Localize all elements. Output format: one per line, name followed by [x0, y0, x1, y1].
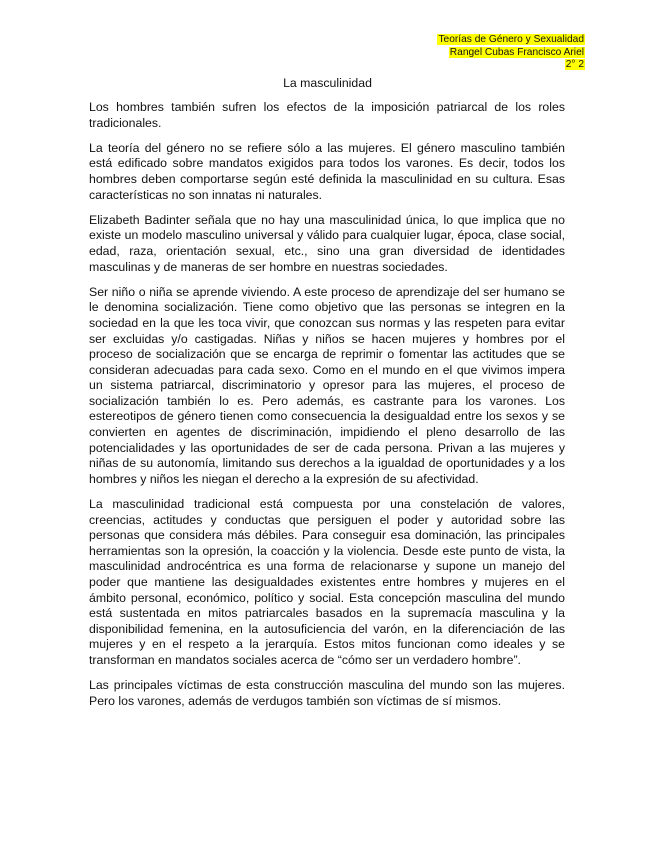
header-group-text: 2° 2: [565, 59, 584, 71]
paragraph-1: Los hombres también sufren los efectos de la imposición patriarcal de los roles tradicionales.: [89, 100, 565, 130]
paragraph-2: La teoría del género no se refiere sólo a las mujeres. El género masculino también está edificado sobre mandatos exigidos para todos los varones. Es decir, todos los hombres deben comportarse según esté definida la masculinidad en su cultura. Esas características no son innatas ni naturales.: [89, 140, 565, 202]
document-title: La masculinidad: [283, 76, 372, 90]
paragraph-3: Elizabeth Badinter señala que no hay una masculinidad única, lo que implica que no existe un modelo masculino universal y válido para cualquier lugar, época, clase social, edad, raza, orientación sexual, etc., sino una gran diversidad de identidades masculinas y de maneras de ser hombre en nuestras sociedades.: [89, 212, 565, 274]
paragraph-5: La masculinidad tradicional está compuesta por una constelación de valores, creencias, actitudes y conductas que persiguen el poder y autoridad sobre las personas que considera más débiles. Para conseguir esa dominación, las principales herramientas son la opresión, la coacción y la violencia. Desde este punto de vista, la masculinidad androcéntrica es una forma de relacionarse y supone un manejo del poder que mantiene las desigualdades existentes entre hombres y mujeres en el ámbito personal, económico, político y social. Esta concepción masculina del mundo está sustentada en mitos patriarcales basados en la supremacía masculina y la disponibilidad femenina, en la autosuficiencia del varón, en la diferenciación de las mujeres y en el respeto a la jerarquía. Estos mitos funcionan como ideales y se transforman en mandatos sociales acerca de “cómo ser un verdadero hombre”.: [89, 497, 565, 667]
header-group: [437, 59, 585, 72]
header-course: [437, 34, 585, 47]
header-author: [437, 47, 585, 60]
paragraph-4: Ser niño o niña se aprende viviendo. A este proceso de aprendizaje del ser humano se le denomina socialización. Tiene como objetivo que las personas se integren en la sociedad en la que les toca vivir, que conozcan sus normas y las respeten para evitar ser excluidas y/o castigadas. Niñas y niños se hacen mujeres y hombres por el proceso de socialización que se encarga de reprimir o fomentar las actitudes que se consideran adecuadas para cada sexo. Como en el mundo en el que vivimos impera un sistema patriarcal, discriminatorio y opresor para las mujeres, el proceso de socialización también lo es. Pero además, es castrante para los varones. Los estereotipos de género tienen como consecuencia la desigualdad entre los sexos y se convierten en agentes de discriminación, impidiendo el pleno desarrollo de las potencialidades y las oportunidades de ser de cada persona. Privan a las mujeres y niñas de su autonomía, limitando sus derechos a la igualdad de oportunidades y a los hombres y niños les niegan el derecho a la expresión de su afectividad.: [89, 284, 565, 486]
document-body: [89, 100, 565, 719]
header-author-text: Rangel Cubas Francisco Ariel: [449, 46, 584, 58]
header-block: [437, 34, 585, 72]
header-course-text: Teorías de Género y Sexualidad: [438, 34, 584, 45]
paragraph-6: Las principales víctimas de esta construcción masculina del mundo son las mujeres. Pero los varones, además de verdugos también son víctimas de sí mismos.: [89, 678, 565, 708]
